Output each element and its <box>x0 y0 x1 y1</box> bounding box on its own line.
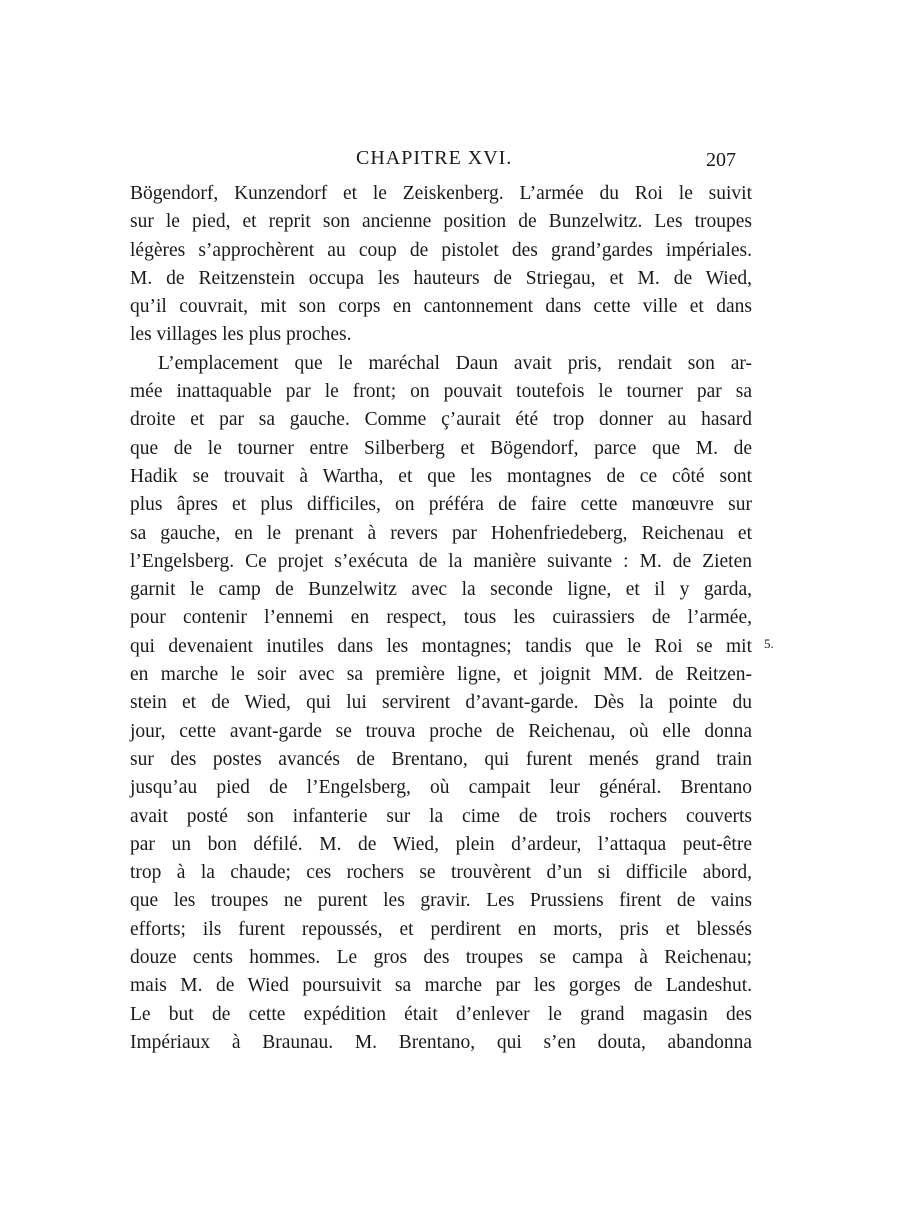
text-line: légères s’approchèrent au coup de pistolet des grand’gardes impériales. <box>130 239 752 261</box>
text-line: sa gauche, en le prenant à revers par Hohenfriedeberg, Reichenau et <box>130 522 752 544</box>
text-line: l’Engelsberg. Ce projet s’exécuta de la manière suivante : M. de Zieten <box>130 550 752 572</box>
text-line: Le but de cette expédition était d’enlever le grand magasin des <box>130 1003 752 1025</box>
text-line: sur le pied, et reprit son ancienne position de Bunzelwitz. Les troupes <box>130 211 752 233</box>
text-line: les villages les plus proches. <box>130 324 352 346</box>
text-line: par un bon défilé. M. de Wied, plein d’ardeur, l’attaqua peut-être <box>130 833 752 855</box>
text-line: droite et par sa gauche. Comme ç’aurait été trop donner au hasard <box>130 409 752 431</box>
text-line: douze cents hommes. Le gros des troupes se campa à Reichenau; <box>130 947 752 969</box>
text-line: mée inattaquable par le front; on pouvait toutefois le tourner par sa <box>130 381 752 403</box>
text-line: Hadik se trouvait à Wartha, et que les montagnes de ce côté sont <box>130 465 752 487</box>
text-line: jour, cette avant-garde se trouva proche de Reichenau, où elle donna <box>130 720 752 742</box>
text-line: pour contenir l’ennemi en respect, tous les cuirassiers de l’armée, <box>130 607 752 629</box>
text-line: sur des postes avancés de Brentano, qui furent menés grand train <box>130 748 752 770</box>
text-line: M. de Reitzenstein occupa les hauteurs de Striegau, et M. de Wied, <box>130 267 752 289</box>
text-line: efforts; ils furent repoussés, et perdirent en morts, pris et blessés <box>130 918 752 940</box>
text-line: que les troupes ne purent les gravir. Les Prussiens firent de vains <box>130 890 752 912</box>
text-line: stein et de Wied, qui lui servirent d’avant-garde. Dès la pointe du <box>130 692 752 714</box>
text-line: qui devenaient inutiles dans les montagnes; tandis que le Roi se mit <box>130 635 752 657</box>
text-line: jusqu’au pied de l’Engelsberg, où campait leur général. Brentano <box>130 777 752 799</box>
text-line: mais M. de Wied poursuivit sa marche par les gorges de Landeshut. <box>130 975 752 997</box>
text-line: plus âpres et plus difficiles, on préféra de faire cette manœuvre sur <box>130 494 752 516</box>
text-line: garnit le camp de Bunzelwitz avec la seconde ligne, et il y garda, <box>130 579 752 601</box>
body-text <box>130 180 752 1057</box>
margin-line-number: 5. <box>764 636 774 651</box>
text-line: avait posté son infanterie sur la cime de trois rochers couverts <box>130 805 752 827</box>
page-number: 207 <box>706 149 736 171</box>
running-head: CHAPITRE XVI. <box>356 147 513 169</box>
text-line: Bögendorf, Kunzendorf et le Zeiskenberg. L’armée du Roi le suivit <box>130 183 752 204</box>
text-line: Impériaux à Braunau. M. Brentano, qui s’en douta, abandonna <box>130 1031 752 1053</box>
text-line: qu’il couvrait, mit son corps en cantonnement dans cette ville et dans <box>130 296 752 318</box>
text-line: trop à la chaude; ces rochers se trouvèrent d’un si difficile abord, <box>130 862 752 884</box>
text-line: que de le tourner entre Silberberg et Bögendorf, parce que M. de <box>130 437 752 459</box>
text-line: en marche le soir avec sa première ligne, et joignit MM. de Reitzen- <box>130 664 752 686</box>
text-line: L’emplacement que le maréchal Daun avait pris, rendait son ar- <box>158 352 752 374</box>
